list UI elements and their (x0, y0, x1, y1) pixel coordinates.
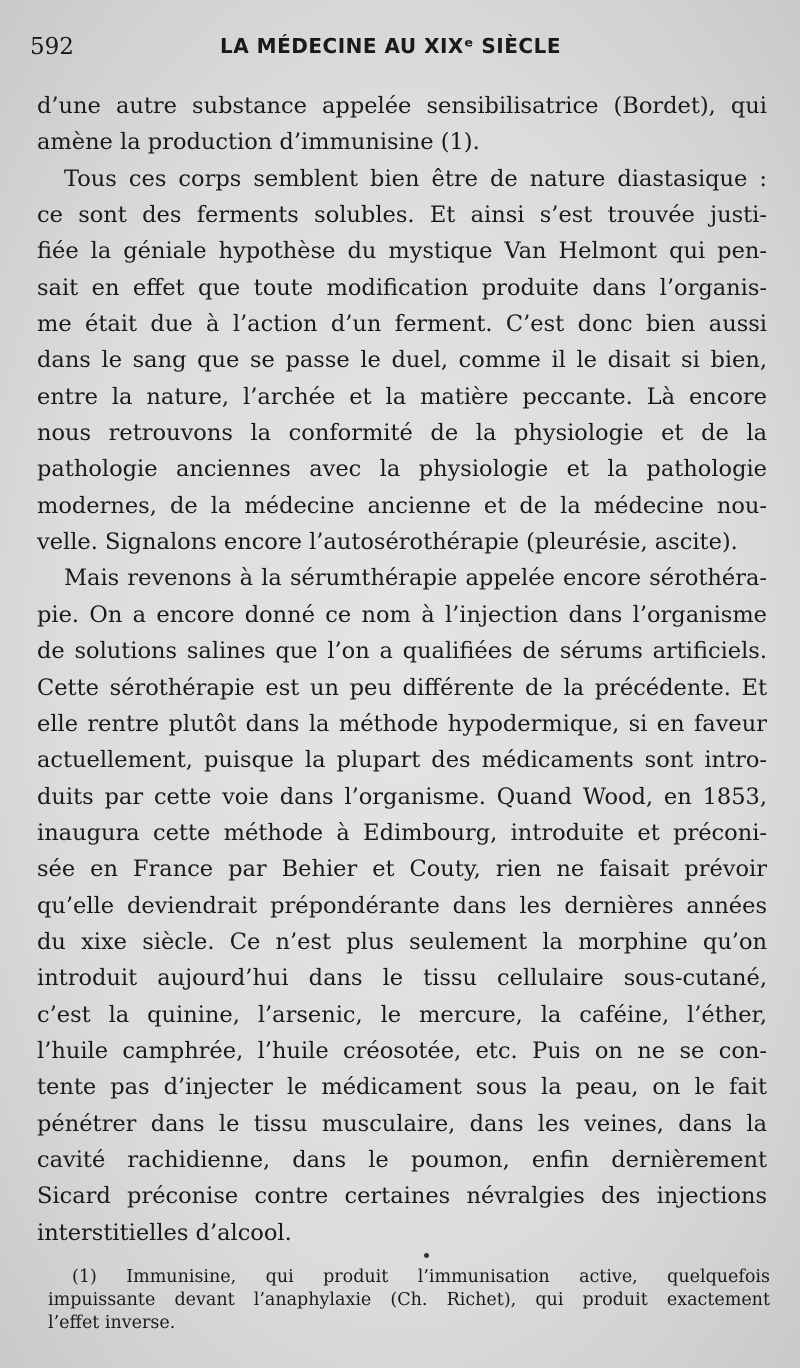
footnote-line: (1) Immunisine, qui produit l’immunisation active, quelquefois (72, 1267, 770, 1287)
text-line: d’une autre substance appelée sensibilisatrice (Bordet), qui (37, 93, 767, 119)
text-line: modernes, de la médecine ancienne et de la médecine nou- (37, 492, 767, 519)
text-line: de solutions salines que l’on a qualifiées de sérums artificiels. (37, 638, 767, 665)
text-line: du xixe siècle. Ce n’est plus seulement la morphine qu’on (37, 928, 767, 955)
text-line: l’huile camphrée, l’huile créosotée, etc. Puis on ne se con- (37, 1037, 767, 1064)
footnote (48, 1266, 770, 1335)
text-line: ce sont des ferments solubles. Et ainsi s’est trouvée justi- (37, 202, 767, 229)
text-line: nous retrouvons la conformité de la physiologie et de la (37, 420, 767, 447)
text-line: actuellement, puisque la plupart des médicaments sont intro- (37, 747, 767, 774)
running-title: LA MÉDECINE AU XIXᵉ SIÈCLE (220, 34, 561, 58)
text-line: Tous ces corps semblent bien être de nature diastasique : (64, 165, 767, 192)
text-line: elle rentre plutôt dans la méthode hypodermique, si en faveur (37, 710, 767, 737)
text-line: amène la production d’immunisine (1). (37, 129, 480, 156)
text-line: inaugura cette méthode à Edimbourg, introduite et préconi- (37, 819, 767, 846)
text-line: pénétrer dans le tissu musculaire, dans les veines, dans la (37, 1110, 767, 1137)
page-header (30, 32, 770, 64)
text-line: qu’elle deviendrait prépondérante dans les dernières années (37, 892, 767, 919)
text-line: sait en effet que toute modification produite dans l’organis- (37, 274, 767, 301)
text-line: fiée la géniale hypothèse du mystique Van Helmont qui pen- (37, 238, 767, 265)
footnote-line: impuissante devant l’anaphylaxie (Ch. Richet), qui produit exactement (48, 1290, 770, 1310)
footnote-separator-dot (424, 1253, 429, 1258)
text-line: entre la nature, l’archée et la matière peccante. Là encore (37, 383, 767, 410)
text-line: dans le sang que se passe le duel, comme il le disait si bien, (37, 347, 767, 374)
text-line: pathologie anciennes avec la physiologie et la pathologie (37, 456, 767, 483)
text-line: sée en France par Behier et Couty, rien ne faisait prévoir (37, 856, 767, 883)
text-line: Sicard préconise contre certaines névralgies des injections (37, 1183, 767, 1210)
body-text (37, 88, 767, 1251)
text-line: introduit aujourd’hui dans le tissu cellulaire sous-cutané, (37, 965, 767, 992)
footnote-line: l’effet inverse. (48, 1313, 176, 1333)
text-line: duits par cette voie dans l’organisme. Quand Wood, en 1853, (37, 783, 767, 810)
page-number: 592 (30, 34, 74, 60)
text-line: interstitielles d’alcool. (37, 1219, 292, 1246)
text-line: cavité rachidienne, dans le poumon, enfin dernièrement (37, 1146, 767, 1173)
text-line: tente pas d’injecter le médicament sous la peau, on le fait (37, 1074, 767, 1101)
text-line: Cette sérothérapie est un peu différente de la précédente. Et (37, 674, 767, 701)
text-line: pie. On a encore donné ce nom à l’injection dans l’organisme (37, 601, 767, 628)
text-line: Mais revenons à la sérumthérapie appelée encore sérothéra- (64, 565, 767, 592)
text-line: velle. Signalons encore l’autosérothérapie (pleurésie, ascite). (37, 529, 738, 556)
text-line: c’est la quinine, l’arsenic, le mercure, la caféine, l’éther, (37, 1001, 767, 1028)
text-line: me était due à l’action d’un ferment. C’est donc bien aussi (37, 311, 767, 338)
